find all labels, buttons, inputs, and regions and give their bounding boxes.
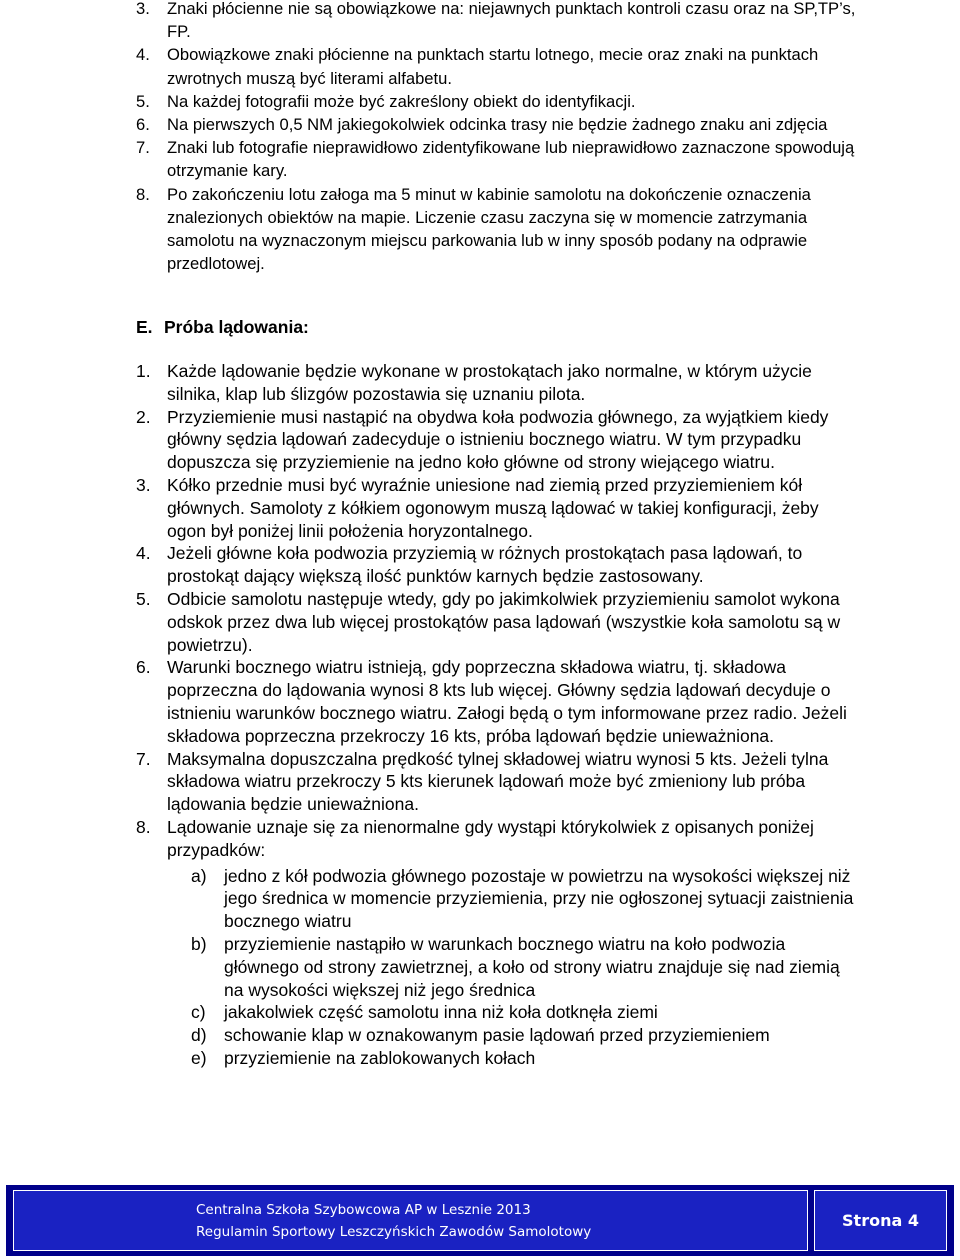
- item-number: 3.: [136, 0, 150, 18]
- rules-list-photo-signs: [136, 0, 856, 275]
- item-text: Obowiązkowe znaki płócienne na punktach startu lotnego, mecie oraz znaki na punktach zwrotnych muszą być literami alfabetu.: [167, 45, 819, 88]
- sub-list-item: [191, 1047, 856, 1070]
- list-item: [136, 183, 856, 276]
- list-item: [136, 113, 856, 136]
- item-number: 4.: [136, 45, 150, 65]
- item-number: 2.: [136, 406, 151, 427]
- footer-institution: Centralna Szkoła Szybowcowa AP w Lesznie 2013: [196, 1201, 531, 1218]
- item-number: 8.: [136, 184, 150, 204]
- abnormal-landing-cases: [191, 865, 856, 1070]
- item-text: Warunki bocznego wiatru istnieją, gdy poprzeczna składowa wiatru, tj. składowa poprzeczna do lądowania wynosi 8 kts lub więcej. Główny sędzia lądowań decyduje o istnieniu warunków bocznego wiatru. Załogi będą o tym informowane przez radio. Jeżeli składowa poprzeczna przekroczy 16 kts, próba lądowań będzie unieważniona.: [167, 657, 847, 746]
- item-number: 3.: [136, 474, 151, 495]
- item-number: 7.: [136, 138, 150, 158]
- item-text: Lądowanie uznaje się za nienormalne gdy wystąpi którykolwiek z opisanych poniżej przypadków:: [167, 816, 814, 860]
- item-number: 7.: [136, 748, 151, 769]
- item-number: 5.: [136, 588, 151, 609]
- sub-item-text: jakakolwiek część samolotu inna niż koła dotknęła ziemi: [224, 1002, 658, 1023]
- list-item: [136, 43, 856, 89]
- sub-item-text: jedno z kół podwozia głównego pozostaje w powietrzu na wysokości większej niż jego średnica w momencie przyziemienia, przy nie ogłoszonej sytuacji zaistnienia bocznego wiatru: [224, 865, 854, 932]
- item-text: Znaki lub fotografie nieprawidłowo zidentyfikowane lub nieprawidłowo zaznaczone spowodują otrzymanie kary.: [167, 138, 855, 181]
- page-number-box: [814, 1190, 947, 1251]
- sub-list-item: [191, 933, 856, 1001]
- list-item: [136, 748, 856, 816]
- page-footer: [6, 1185, 954, 1256]
- list-item: [136, 474, 856, 542]
- sub-item-letter: c): [191, 1002, 206, 1023]
- sub-item-letter: b): [191, 933, 207, 954]
- rules-list-landing: [136, 360, 856, 1070]
- item-text: Znaki płócienne nie są obowiązkowe na: niejawnych punktach kontroli czasu oraz na SP,TP’s, FP.: [167, 0, 856, 42]
- list-item: [136, 360, 856, 406]
- list-item: [136, 406, 856, 474]
- list-item: [136, 588, 856, 656]
- sub-list-item: [191, 1024, 856, 1047]
- item-text: Na pierwszych 0,5 NM jakiegokolwiek odcinka trasy nie będzie żadnego znaku ani zdjęcia: [167, 115, 828, 135]
- list-item: [136, 542, 856, 588]
- item-text: Po zakończeniu lotu załoga ma 5 minut w kabinie samolotu na dokończenie oznaczenia znalezionych obiektów na mapie. Liczenie czasu zaczyna się w momencie zatrzymania samolotu na wyznaczonym miejscu parkowania lub w inny sposób podany na odprawie przedlotowej.: [167, 184, 811, 274]
- item-text: Na każdej fotografii może być zakreślony obiekt do identyfikacji.: [167, 91, 636, 111]
- list-item: [136, 136, 856, 182]
- sub-item-text: przyziemienie nastąpiło w warunkach bocznego wiatru na koło podwozia głównego od strony zawietrznej, a koło od strony wiatru znajduje się nad ziemią na wysokości większej niż jego średnica: [224, 933, 840, 1000]
- sub-item-letter: e): [191, 1047, 207, 1068]
- item-text: Kółko przednie musi być wyraźnie uniesione nad ziemią przed przyziemieniem kół głównych. Samoloty z kółkiem ogonowym muszą lądować w takiej konfiguracji, żeby ogon był poniżej linii położenia horyzontalnego.: [167, 474, 819, 541]
- list-item: [136, 0, 856, 43]
- item-number: 4.: [136, 543, 151, 564]
- list-item: [136, 90, 856, 113]
- sub-item-text: przyziemienie na zablokowanych kołach: [224, 1047, 536, 1068]
- item-number: 6.: [136, 115, 150, 135]
- sub-item-text: schowanie klap w oznakowanym pasie lądowań przed przyziemieniem: [224, 1025, 770, 1046]
- item-number: 1.: [136, 361, 151, 381]
- sub-list-item: [191, 1001, 856, 1024]
- footer-info-box: [13, 1190, 808, 1251]
- page-number: Strona 4: [842, 1211, 919, 1230]
- item-text: Przyziemienie musi nastąpić na obydwa koła podwozia głównego, za wyjątkiem kiedy główny sędzia lądowań zadecyduje o istnieniu bocznego wiatru. W tym przypadku dopuszcza się przyziemienie na jedno koło główne od strony wiejącego wiatru.: [167, 406, 829, 473]
- sub-list-item: [191, 865, 856, 933]
- list-item: [136, 816, 856, 862]
- sub-item-letter: d): [191, 1025, 207, 1046]
- item-text: Jeżeli główne koła podwozia przyziemią w różnych prostokątach pasa lądowań, to prostokąt dający większą ilość punktów karnych będzie zastosowany.: [167, 543, 803, 587]
- item-number: 8.: [136, 816, 151, 837]
- item-number: 5.: [136, 91, 150, 111]
- section-title: Próba lądowania:: [164, 317, 309, 337]
- footer-document-title: Regulamin Sportowy Leszczyńskich Zawodów Samolotowy: [196, 1223, 592, 1240]
- sub-item-letter: a): [191, 865, 207, 886]
- section-heading: [136, 316, 309, 338]
- list-item: [136, 656, 856, 747]
- item-text: Każde lądowanie będzie wykonane w prostokątach jako normalne, w którym użycie silnika, klap lub ślizgów pozostawia się uznaniu pilota.: [167, 361, 812, 404]
- item-text: Maksymalna dopuszczalna prędkość tylnej składowej wiatru wynosi 5 kts. Jeżeli tylna składowa wiatru przekroczy 5 kts kierunek lądowań może być zmieniony lub próba lądowania będzie unieważniona.: [167, 748, 829, 815]
- item-text: Odbicie samolotu następuje wtedy, gdy po jakimkolwiek przyziemieniu samolot wykona odskok przez dwa lub więcej prostokątów pasa lądowań (wszystkie koła samolotu są w powietrzu).: [167, 588, 841, 655]
- section-number: E.: [136, 317, 153, 337]
- item-number: 6.: [136, 657, 151, 678]
